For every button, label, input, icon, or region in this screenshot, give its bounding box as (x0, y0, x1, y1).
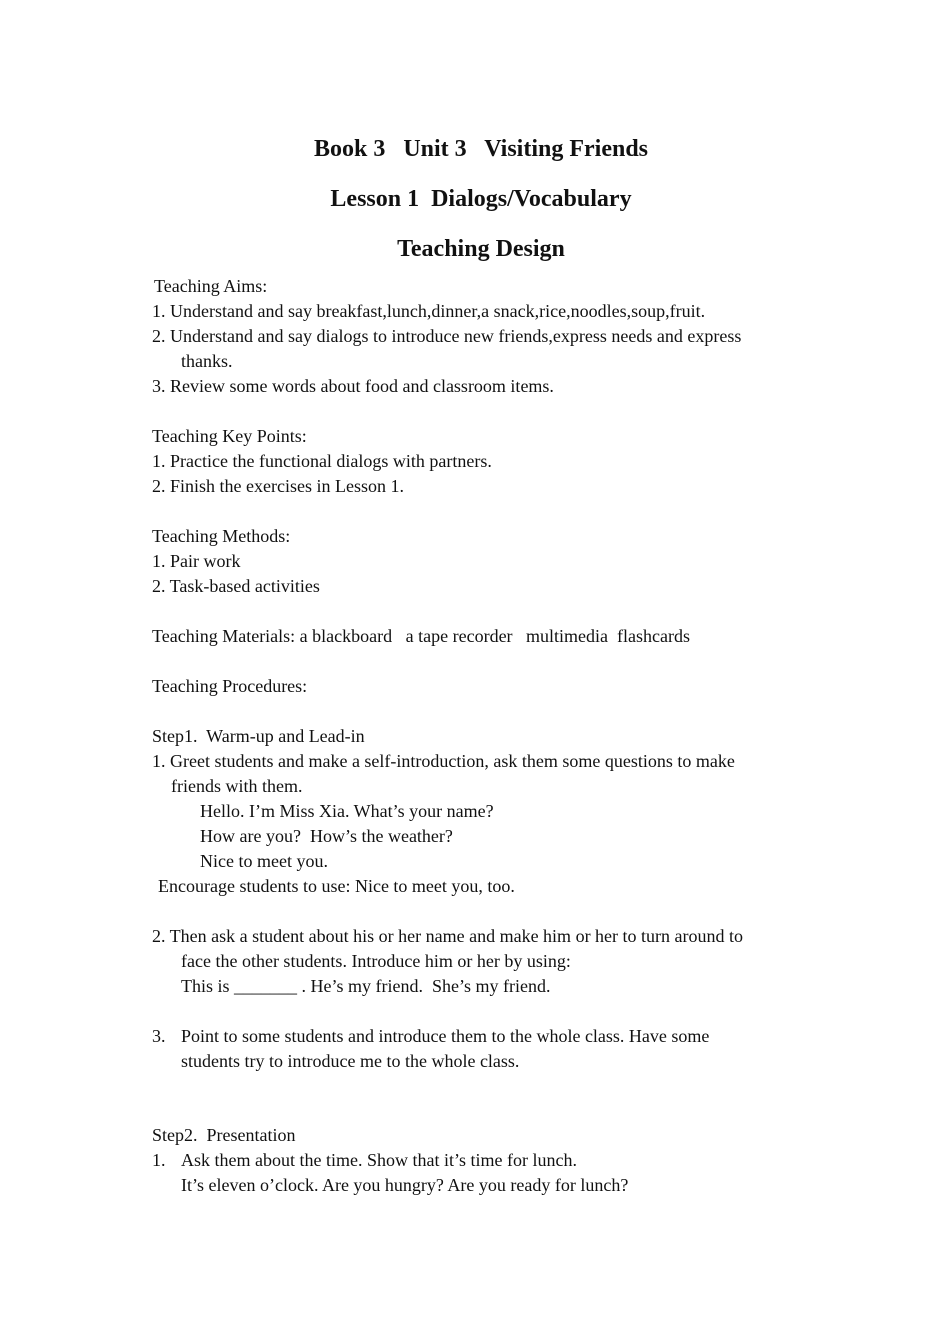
list-item: Ask them about the time. Show that it’s time for lunch. (181, 1150, 577, 1170)
list-item: 1. Understand and say breakfast,lunch,dinner,a snack,rice,noodles,soup,fruit. (152, 301, 706, 321)
design-title: Teaching Design (397, 236, 565, 262)
materials-line: Teaching Materials: a blackboard a tape recorder multimedia flashcards (152, 626, 691, 646)
dialog-line: Hello. I’m Miss Xia. What’s your name? (200, 801, 494, 821)
list-item-continuation: friends with them. (171, 776, 303, 796)
list-item: 1. Greet students and make a self-introduction, ask them some questions to make (152, 751, 735, 771)
step-heading: Step1. Warm-up and Lead-in (152, 726, 365, 746)
dialog-line: This is _______ . He’s my friend. She’s my friend. (181, 976, 551, 996)
list-number: 1. (152, 1150, 166, 1170)
list-number: 3. (152, 1026, 166, 1046)
list-item: 1. Practice the functional dialogs with partners. (152, 451, 492, 471)
list-item-continuation: students try to introduce me to the whole class. (181, 1051, 520, 1071)
dialog-line: How are you? How’s the weather? (200, 826, 453, 846)
list-item: 2. Understand and say dialogs to introduce new friends,express needs and express (152, 326, 742, 346)
list-item: 2. Then ask a student about his or her name and make him or her to turn around to (152, 926, 744, 946)
step-heading: Step2. Presentation (152, 1125, 296, 1145)
dialog-line: It’s eleven o’clock. Are you hungry? Are you ready for lunch? (181, 1175, 629, 1195)
page-title: Book 3 Unit 3 Visiting Friends (313, 136, 649, 162)
list-item: 3. Review some words about food and classroom items. (152, 376, 554, 396)
list-item-continuation: face the other students. Introduce him or her by using: (181, 951, 571, 971)
lesson-title: Lesson 1 Dialogs/Vocabulary (330, 186, 632, 212)
list-item: 2. Finish the exercises in Lesson 1. (152, 476, 404, 496)
section-heading: Teaching Methods: (152, 526, 291, 546)
encourage-line: Encourage students to use: Nice to meet you, too. (158, 876, 515, 896)
section-heading: Teaching Aims: (154, 276, 268, 296)
list-item: Point to some students and introduce them to the whole class. Have some (181, 1026, 710, 1046)
list-item: 2. Task-based activities (152, 576, 320, 596)
list-item-continuation: thanks. (181, 351, 233, 371)
list-item: 1. Pair work (152, 551, 241, 571)
dialog-line: Nice to meet you. (200, 851, 328, 871)
section-heading: Teaching Key Points: (152, 426, 307, 446)
section-heading: Teaching Procedures: (152, 676, 308, 696)
